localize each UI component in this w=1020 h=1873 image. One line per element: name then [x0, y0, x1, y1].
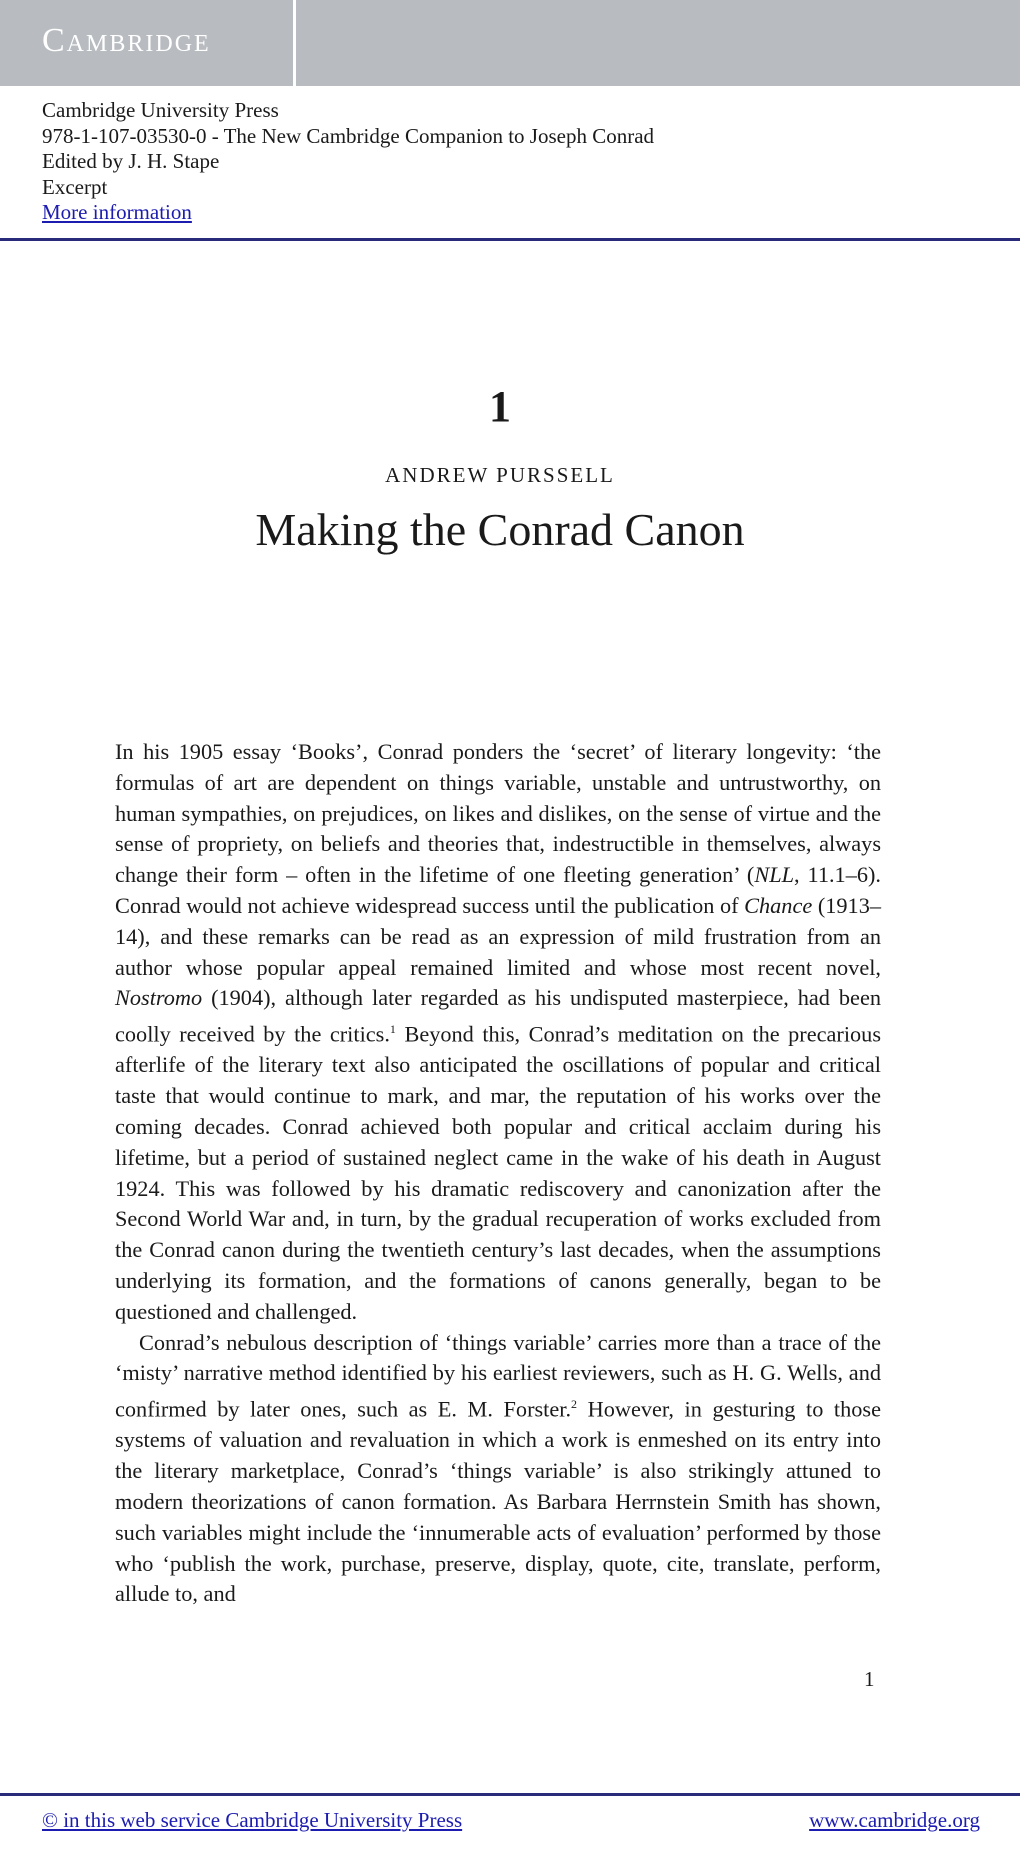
- page-number: 1: [864, 1667, 875, 1691]
- chapter-number: 1: [489, 382, 511, 431]
- chapter-body: [115, 737, 881, 1610]
- header-divider: [0, 238, 1020, 241]
- more-information-link[interactable]: More information: [42, 200, 192, 224]
- header-banner: [0, 0, 1020, 86]
- text-run: , 11.1–6). Conrad would not achieve widespread success until the publication of: [115, 862, 881, 918]
- text-run: Beyond this, Conrad’s meditation on the precarious afterlife of the literary text also anticipated the oscillations of popular and critical taste that would continue to mark, and mar, the reputation of his works over the coming decades. Conrad achieved both popular and critical acclaim during his lifetime, but a period of sustained neglect came in the wake of his death in August 1924. This was followed by his dramatic rediscovery and canonization after the Second World War and, in turn, by the gradual recuperation of works excluded from the Conrad canon during the twentieth century’s last decades, when the assumptions underlying its formation, and the formations of canons generally, began to be questioned and challenged.: [115, 1021, 881, 1324]
- footnote-ref-2[interactable]: 2: [571, 1397, 578, 1412]
- excerpt-label: Excerpt: [42, 174, 108, 199]
- text-run-italic: Nostromo: [115, 985, 203, 1011]
- logo-text: Cambridge: [42, 22, 211, 59]
- text-run: Conrad’s nebulous description of ‘things variable’ carries more than a trace of the ‘misty’ narrative method identified by his earliest reviewers, such as H. G. Wells, and confirmed by later ones, such as E. M. Forster.: [115, 1329, 881, 1422]
- text-run: In his 1905 essay ‘Books’, Conrad ponders the ‘secret’ of literary longevity: ‘the formulas of art are dependent on things variable, unstable and untrustworthy, on human sympathies, on prejudices, on likes and dislikes, on the sense of virtue and the sense of propriety, on beliefs and theories that, indestructible in themselves, always change their form – often in the lifetime of one fleeting generation’ (: [115, 739, 881, 888]
- editor-line: Edited by J. H. Stape: [42, 149, 220, 173]
- text-run-italic: NLL: [754, 862, 795, 888]
- cambridge-logo[interactable]: [0, 0, 296, 86]
- text-run-italic: Chance: [744, 892, 813, 918]
- footer-divider: [0, 1793, 1020, 1796]
- book-metadata: [42, 98, 654, 226]
- publisher-line: Cambridge University Press: [42, 98, 279, 122]
- footnote-ref-1[interactable]: 1: [389, 1022, 396, 1037]
- chapter-author: ANDREW PURSSELL: [385, 463, 615, 487]
- copyright-link[interactable]: © in this web service Cambridge University Press: [42, 1808, 463, 1832]
- paragraph-1: [115, 737, 881, 1328]
- isbn-title-line: 978-1-107-03530-0 - The New Cambridge Companion to Joseph Conrad: [42, 123, 655, 148]
- text-run: (1913–14), and these remarks can be read as an expression of mild frustration from an author whose popular appeal remained limited and whose most recent novel,: [115, 892, 881, 980]
- text-run: However, in gesturing to those systems of valuation and revaluation in which a work is enmeshed on its entry into the literary marketplace, Conrad’s ‘things variable’ is also strikingly attuned to modern theorizations of canon formation. As Barbara Herrnstein Smith has shown, such variables might include the ‘innumerable acts of evaluation’ performed by those who ‘publish the work, purchase, preserve, display, quote, cite, translate, perform, allude to, and: [115, 1396, 881, 1607]
- text-run: (1904), although later regarded as his undisputed masterpiece, had been coolly received by the critics.: [115, 985, 881, 1047]
- chapter-title: Making the Conrad Canon: [255, 504, 745, 555]
- website-link[interactable]: www.cambridge.org: [809, 1808, 980, 1832]
- paragraph-2: [115, 1328, 881, 1611]
